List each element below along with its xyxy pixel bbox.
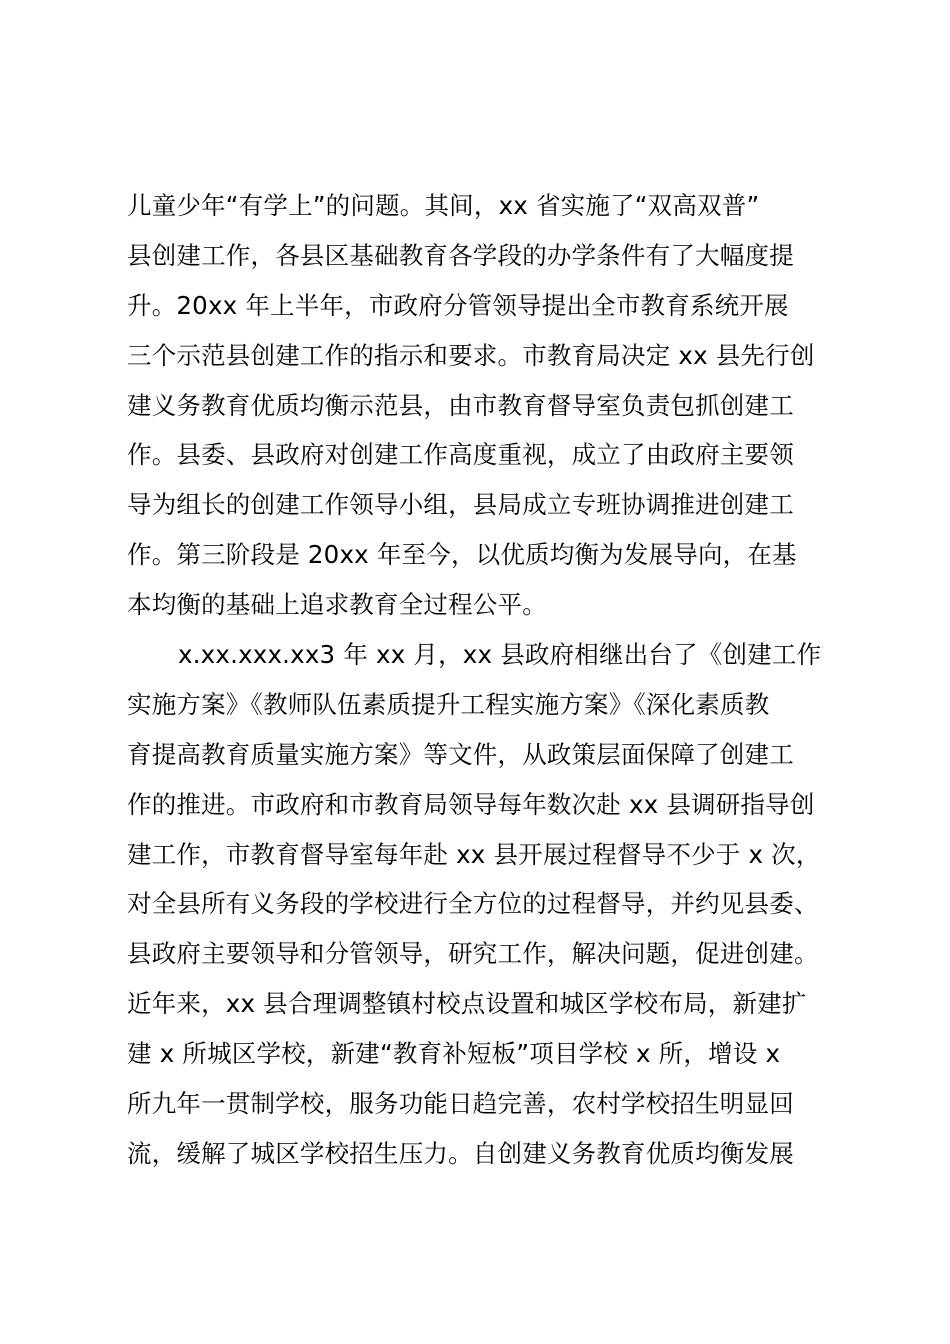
text-line-19: 所九年一贯制学校，服务功能日趋完善，农村学校招生明显回 <box>127 1089 794 1119</box>
text-line-14: 建工作，市教育督导室每年赴 xx 县开展过程督导不少于 x 次， <box>127 839 821 869</box>
text-line-13: 作的推进。市政府和市教育局领导每年数次赴 xx 县调研指导创 <box>127 789 815 819</box>
text-line-12: 育提高教育质量实施方案》等文件，从政策层面保障了创建工 <box>127 739 794 769</box>
text-line-9: 本均衡的基础上追求教育全过程公平。 <box>127 590 547 620</box>
text-line-1: 儿童少年“有学上”的问题。其间，xx 省实施了“双高双普” <box>127 191 760 220</box>
text-line-7: 导为组长的创建工作领导小组，县局成立专班协调推进创建工 <box>127 490 794 520</box>
text-line-6: 作。县委、县政府对创建工作高度重视，成立了由政府主要领 <box>127 440 794 470</box>
text-line-8: 作。第三阶段是 20xx 年至今，以优质均衡为发展导向，在基 <box>127 540 797 570</box>
text-line-10: x.xx.xxx.xx3 年 xx 月，xx 县政府相继出台了《创建工作 <box>178 640 822 670</box>
text-line-17: 近年来，xx 县合理调整镇村校点设置和城区学校布局，新建扩 <box>127 989 807 1019</box>
text-line-20: 流，缓解了城区学校招生压力。自创建义务教育优质均衡发展 <box>127 1138 794 1168</box>
text-line-5: 建义务教育优质均衡示范县，由市教育督导室负责包抓创建工 <box>127 390 794 420</box>
text-line-4: 三个示范县创建工作的指示和要求。市教育局决定 xx 县先行创 <box>127 340 815 370</box>
text-line-15: 对全县所有义务段的学校进行全方位的过程督导，并约见县委、 <box>127 889 819 919</box>
text-line-18: 建 x 所城区学校，新建“教育补短板”项目学校 x 所，增设 x <box>127 1039 781 1069</box>
text-line-2: 县创建工作，各县区基础教育各学段的办学条件有了大幅度提 <box>127 240 794 270</box>
body-text <box>127 181 847 1179</box>
text-line-11: 实施方案》《教师队伍素质提升工程实施方案》《深化素质教 <box>127 689 770 719</box>
text-line-3: 升。20xx 年上半年，市政府分管领导提出全市教育系统开展 <box>127 290 789 320</box>
text-line-16: 县政府主要领导和分管领导，研究工作，解决问题，促进创建。 <box>127 939 819 969</box>
